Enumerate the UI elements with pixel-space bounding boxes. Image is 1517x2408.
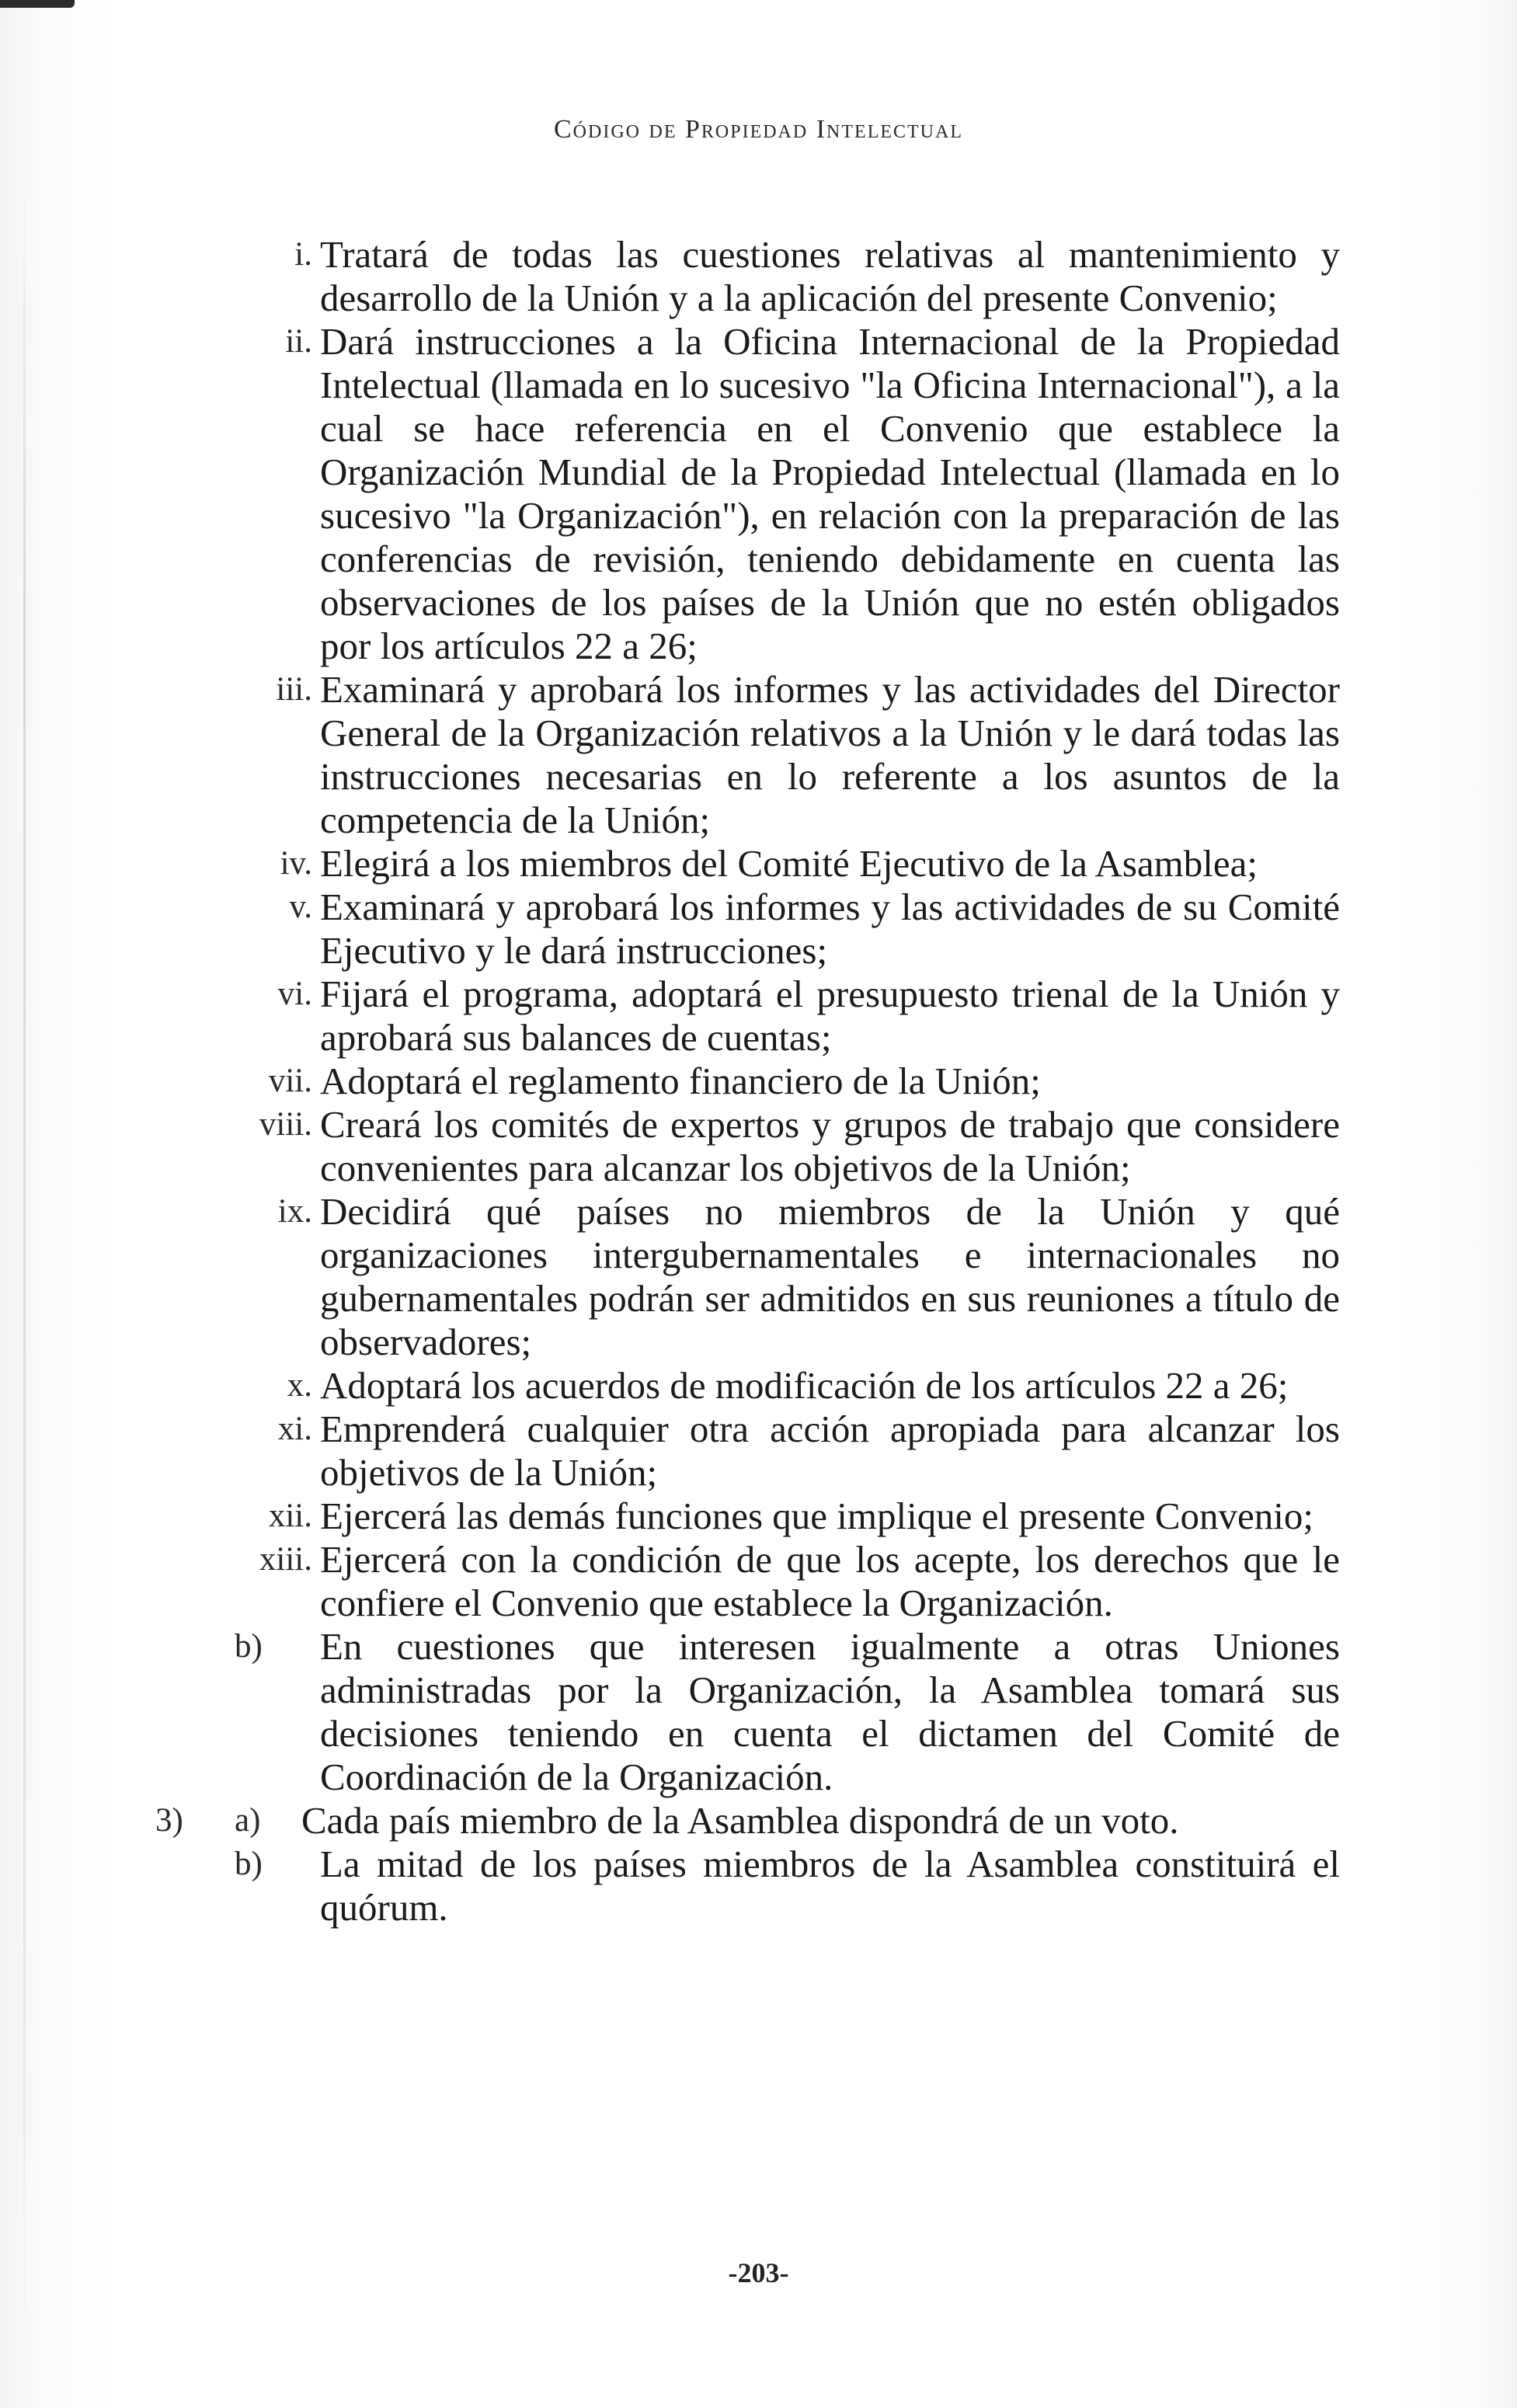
binding-edge-shadow <box>23 171 26 2361</box>
list-item-marker: xi. <box>277 1411 312 1447</box>
list-item <box>140 1103 1340 1190</box>
list-item <box>140 886 1340 973</box>
page-body <box>140 233 1340 1930</box>
list-item-text: Elegirá a los miembros del Comité Ejecutivo de la Asamblea; <box>320 842 1258 885</box>
list-item-text: Creará los comités de expertos y grupos de trabajo que considere convenientes para alcanzar los objetivos de la Unión; <box>320 1103 1340 1189</box>
list-item <box>140 1408 1340 1495</box>
list-item-marker: ii. <box>285 323 312 360</box>
list-item-text: Dará instrucciones a la Oficina Internacional de la Propiedad Intelectual (llamada en lo sucesivo "la Oficina Internacional"), a la cual se hace referencia en el Convenio que establece la Organización Mundial de la Propiedad Intelectual (llamada en lo sucesivo "la Organización"), en relación con la preparación de las conferencias de revisión, teniendo debidamente en cuenta las observaciones de los países de la Unión que no estén obligados por los artículos 22 a 26; <box>320 320 1340 667</box>
list-item-text: Decidirá qué países no miembros de la Unión y qué organizaciones intergubernamentales e internacionales no gubernamentales podrán ser admitidos en sus reuniones a título de observadores; <box>320 1190 1340 1363</box>
list-item-marker: vii. <box>268 1063 312 1099</box>
list-item-marker: iii. <box>276 671 312 708</box>
section-3-b-marker: b) <box>235 1846 263 1882</box>
list-item-marker: v. <box>289 889 312 925</box>
list-item-text: Ejercerá con la condición de que los acepte, los derechos que le confiere el Convenio que establece la Organización. <box>320 1538 1340 1624</box>
list-item <box>140 1364 1340 1408</box>
section-3-b-text: La mitad de los países miembros de la Asamblea constituirá el quórum. <box>320 1843 1340 1929</box>
list-item-text: Examinará y aprobará los informes y las actividades de su Comité Ejecutivo y le dará instrucciones; <box>320 886 1340 972</box>
section-3-number: 3) <box>155 1802 183 1839</box>
list-item-marker: vi. <box>277 976 312 1012</box>
paragraph-b-marker: b) <box>235 1628 263 1665</box>
list-item-text: Adoptará el reglamento financiero de la Unión; <box>320 1060 1041 1102</box>
list-item-text: Adoptará los acuerdos de modificación de los artículos 22 a 26; <box>320 1364 1289 1407</box>
list-item <box>140 1060 1340 1103</box>
list-item-marker: iv. <box>280 845 312 882</box>
list-item-marker: xii. <box>268 1498 312 1534</box>
list-item <box>140 320 1340 668</box>
list-item <box>140 973 1340 1060</box>
list-item-text: Tratará de todas las cuestiones relativas al mantenimiento y desarrollo de la Unión y a la aplicación del presente Convenio; <box>320 233 1340 319</box>
list-item-text: Examinará y aprobará los informes y las actividades del Director General de la Organización relativos a la Unión y le dará todas las instrucciones necesarias en lo referente a los asuntos de la competencia de la Unión; <box>320 668 1340 841</box>
running-head: Código de Propiedad Intelectual <box>553 115 964 144</box>
section-3-a <box>140 1799 1340 1843</box>
list-item-marker: viii. <box>259 1106 312 1143</box>
section-3-a-marker: a) <box>235 1802 261 1839</box>
list-item-text: Emprenderá cualquier otra acción apropiada para alcanzar los objetivos de la Unión; <box>320 1408 1340 1494</box>
list-item-marker: i. <box>294 236 312 273</box>
list-item <box>140 233 1340 320</box>
list-item <box>140 1495 1340 1538</box>
paragraph-b <box>140 1625 1340 1799</box>
list-item-text: Fijará el programa, adoptará el presupuesto trienal de la Unión y aprobará sus balances de cuentas; <box>320 973 1340 1059</box>
paragraph-b-text: En cuestiones que interesen igualmente a otras Uniones administradas por la Organización, la Asamblea tomará sus decisiones teniendo en cuenta el dictamen del Comité de Coordinación de la Organización. <box>320 1625 1340 1798</box>
list-item-marker: x. <box>287 1367 312 1404</box>
list-item <box>140 1538 1340 1625</box>
section-3-b <box>140 1843 1340 1930</box>
list-item <box>140 842 1340 886</box>
list-item-marker: ix. <box>277 1193 312 1230</box>
list-item-marker: xiii. <box>259 1541 312 1578</box>
page-number: -203- <box>728 2257 789 2288</box>
section-3-a-text: Cada país miembro de la Asamblea dispondrá de un voto. <box>301 1799 1179 1842</box>
list-item <box>140 1190 1340 1364</box>
list-item <box>140 668 1340 842</box>
scan-corner-mark <box>0 0 75 8</box>
list-item-text: Ejercerá las demás funciones que implique el presente Convenio; <box>320 1495 1314 1537</box>
